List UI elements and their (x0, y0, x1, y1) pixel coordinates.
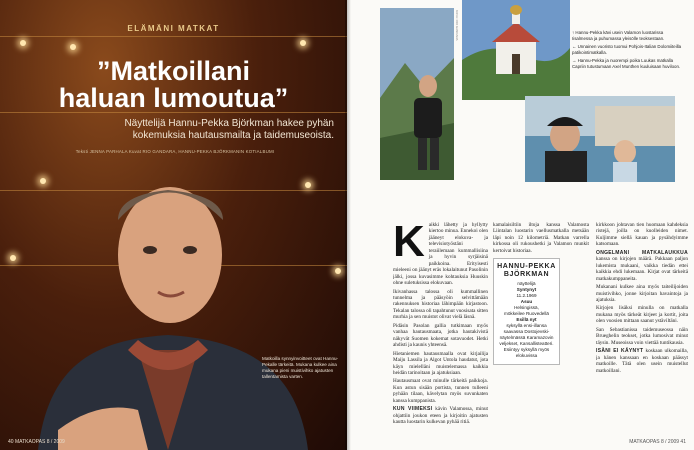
paragraph: Kirjojen lisäksi minulla on matkalla mukana myös tärkeät kirjeet ja kortit, joita olen vuosien mittaan saanut ystäviltäni. (596, 305, 688, 325)
deck-line: kokemuksia hautausmailta ja taidemuseoista. (132, 130, 334, 141)
infobox-value: mökkeilee Ruovedellä (504, 311, 549, 316)
article-deck (44, 118, 334, 142)
photo-caption: ← Unnainen vuoristo tuomui Pohjois-Italian Dolomiiteilla patikointimatkalla. (572, 44, 682, 55)
paragraph: Mukanani kulkee aina myös taiteilijoiden muistivihko, jonne kirjoitan havaintoja ja ajatuksia. (596, 284, 688, 303)
infobox-value: syksyllä ensi-illansa saavassa Dostojevski-näytelmässä Karamazovin veljekset, Kansallisteatteri. (499, 323, 554, 346)
theater-lamp-icon (335, 268, 341, 274)
paragraph-text: koskaan ulkomailla, ja hänen kanssaan en koskaan päässyt matkoille. Tätä olen usein muistellut matkoillani. (596, 348, 688, 374)
paragraph: Ikivanhassa talossa oli kummallinen tunnelma ja pääsyöin selvittämään rakennuksen historiaa lähimpään kirjastoon. Tekalan talossa oli tapahtunut vuosisata sitten murhia ja sen muistot olivat vielä läsnä. (393, 288, 488, 321)
page-gutter (345, 0, 351, 450)
theater-lamp-icon (300, 40, 306, 46)
paragraph: kamalaisiltiin iltoja kanssa Valamosta Liintalan luostarin vaellusmatkalla metsään läpi noin 12 kilometriä. Matkan varrella kirkossa oli rukoushetki ja Valamon munkit kertoivat historiaa. (493, 222, 589, 254)
article-column-3 (596, 222, 688, 442)
article-column-1 (393, 222, 488, 442)
page-folio: MATKAOPAS 8 / 2009 41 (629, 439, 686, 445)
article-column-2 (493, 222, 589, 256)
headline-line: haluan lumoutua” (58, 83, 289, 113)
theater-balcony (0, 36, 347, 42)
run-in-heading: ISÄNI EI KÄYNYT (596, 348, 644, 355)
hiking-photo (380, 8, 454, 180)
run-in-heading: ONGELMANI MATKALAUKKUA (596, 249, 688, 256)
monastery-photo (462, 0, 570, 100)
infobox-name (497, 263, 556, 279)
photo-credit: KUVA: RIO GANDARA (455, 10, 459, 41)
paragraph: Hautausmaat ovat minulle tärkeitä paikkoja. Kun astun sisään portista, tunnen tulleeni pyhään tilaan, kävelytan myös suvunkaten kanssa kumppanista. (393, 378, 488, 404)
paragraph: kirkkoon johtavan tien huomaan kahdeksia ristejä, joilla on kuolleiden nimet. Kuljimme siellä kauan ja pysähdyimme katsomaan. (596, 222, 688, 248)
photo-caption: Matkoilla synnyinvoitteet ovat Hannu-Pekalle tärkeitä. Mukana kulkee aina mukana pieni muistivihko ajatusten tallentamista varten. (262, 356, 339, 379)
infobox-label: Esillä nyt (516, 317, 537, 322)
photo-caption: → Hannu-Pekka ja nuorempi poika Luukas matkalla Capriin tutustumaan Axel Munthen kuuluisaan huviloon. (572, 58, 681, 69)
paragraph: aikki lähetty ja hyllytty kiertoo minua. Ennekoi olen jääneyt elokuva- ja televisiotyöstäni teraiilemaan kummallisiina ja hyvin syrjäisinä paikkoina. Erityisesti mieleeni on jäänyt eräs lokalaitunut Pasolinin jälki, jossa kuvasimme kohtauksia Huuskin ohne suletuksissa elokuvaan. (393, 222, 488, 287)
page-folio: 40 MATKAOPAS 8 / 2009 (8, 439, 65, 445)
article-headline (0, 58, 347, 112)
profile-infobox (493, 258, 560, 365)
paragraph: San Sebastianissa taidemuseossa näin Brueghelin teokset, jotka lumosivat minut täysin. Museoissa voin viettää tuntikausia. (596, 326, 688, 346)
infobox-label: Syntynyt (516, 287, 537, 292)
paragraph (596, 348, 688, 374)
run-in-heading: KUN VIIMEKSI (393, 406, 433, 413)
infobox-name-line: BJÖRKMAN (503, 271, 550, 278)
infobox-label: Asuu (520, 299, 533, 304)
paragraph (596, 250, 688, 282)
portrait-photo (18, 150, 318, 450)
article-credits: Teksti JENNA PARHALA Kuvat RIO GANDARA, HANNU-PEKKA BJÖRKMANIN KOTIALBUMI (75, 149, 275, 154)
paragraph: Pidäsin Pasolan gallia tutkimaan myös vanhaa hautausmaata, jotka hautakivistä näkyvät Suomen kokemat sotavuodet. Hetki ahdisti ja kaunis yhteensä. (393, 322, 488, 349)
paragraph-text: kanssa on kirjojen määrä. Pakkaan paljon lukemista mukaani, vaikka tiedän ettei kaikkia ehdi lukemaan. Kirjat ovat tärkeitä matkakumppaneita. (596, 256, 688, 282)
paragraph-text: kävin Valamossa, minut ohjattiin joukon eteen ja kirjoitin ajatusten kautta luostarin kulkevan pyhää ritiä. (393, 406, 488, 426)
infobox-value: Esiintyy syksyllä myös elokuvissa (503, 347, 550, 358)
capri-photo (525, 96, 675, 182)
right-captions (572, 30, 682, 73)
theater-lamp-icon (20, 40, 26, 46)
infobox-value: Helsingissä, (514, 305, 539, 310)
paragraph (393, 406, 488, 425)
dropcap: K (393, 222, 425, 266)
theater-lamp-icon (70, 44, 76, 50)
section-kicker: ELÄMÄNI MATKAT (127, 24, 220, 33)
headline-line: ”Matkoillani (96, 56, 251, 86)
infobox-name-line: HANNU-PEKKA (497, 263, 556, 270)
photo-caption: ↑ Hannu-Pekka kävi usein Valamon luostarissa Iisalmessa ja puhumassa yleisölle teoksestaan. (572, 30, 665, 41)
infobox-value: 11.2.1969 (516, 293, 537, 298)
paragraph: Hietaniemen hautausmaalla ovat kirjailija Maiju Lassila ja Algot Untola haudatut, jota käyn mielelläni muistelemassa kaikkia heidän tarinoitaan ja ajatuksiaan. (393, 350, 488, 376)
infobox-role: näyttelijä (517, 281, 536, 286)
theater-lamp-icon (10, 255, 16, 261)
deck-line: Näyttelijä Hannu-Pekka Björkman hakee pyhän (124, 118, 334, 129)
